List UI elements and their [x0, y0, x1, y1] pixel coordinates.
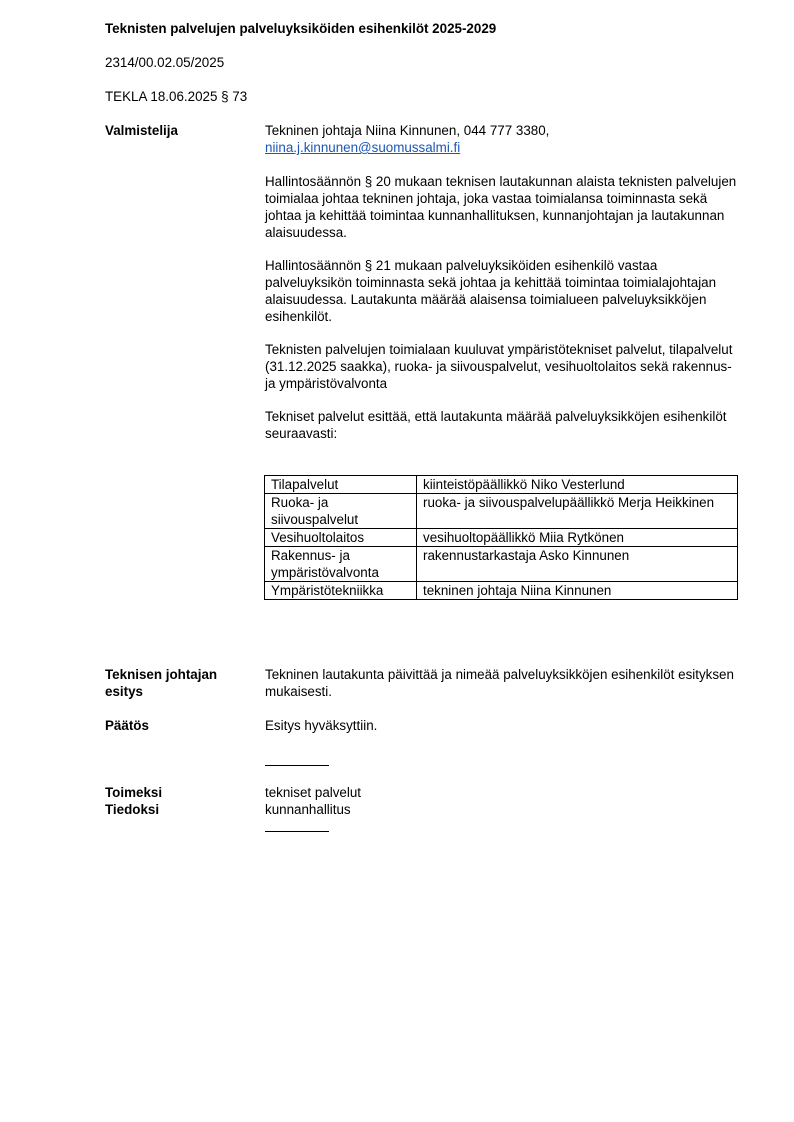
- preparer-email-link[interactable]: niina.j.kinnunen@suomussalmi.fi: [265, 140, 461, 155]
- person-cell: vesihuoltopäällikkö Miia Rytkönen: [417, 529, 738, 547]
- table-row: [265, 494, 738, 529]
- separator-line: [265, 765, 329, 766]
- unit-heads-table: [264, 475, 738, 600]
- person-cell: kiinteistöpäällikkö Niko Vesterlund: [417, 476, 738, 494]
- table-row: [265, 529, 738, 547]
- proposal-label: Teknisen johtajan esitys: [105, 667, 218, 699]
- meeting-reference: TEKLA 18.06.2025 § 73: [105, 89, 248, 104]
- person-cell: ruoka- ja siivouspalvelupäällikkö Merja Heikkinen: [417, 494, 738, 529]
- paragraph-3: Teknisten palvelujen toimialaan kuuluvat ympäristötekniset palvelut, tilapalvelut (31.12.2025 saakka), ruoka- ja siivouspalvelut, vesihuoltolaitos sekä rakennus- ja ympäristövalvonta: [265, 342, 733, 391]
- preparer-label: Valmistelija: [105, 123, 178, 138]
- decision-text: Esitys hyväksyttiin.: [265, 718, 378, 733]
- tiedoksi-label: Tiedoksi: [105, 802, 160, 817]
- unit-cell: Rakennus- ja ympäristövalvonta: [265, 547, 417, 582]
- reference-number: 2314/00.02.05/2025: [105, 55, 225, 70]
- unit-cell: Vesihuoltolaitos: [265, 529, 417, 547]
- proposal-text: Tekninen lautakunta päivittää ja nimeää palveluyksikköjen esihenkilöt esityksen mukaisesti.: [265, 667, 734, 699]
- table-row: [265, 582, 738, 600]
- paragraph-1: Hallintosäännön § 20 mukaan teknisen lautakunnan alaista teknisten palvelujen toimialaa johtaa tekninen johtaja, joka vastaa toimialansa toiminnasta sekä johtaa ja kehittää toimintaa kunnanhallituksen, kunnanjohtajan ja lautakunnan alaisuudessa.: [265, 174, 737, 240]
- person-cell: rakennustarkastaja Asko Kinnunen: [417, 547, 738, 582]
- preparer-name: Tekninen johtaja Niina Kinnunen, 044 777 3380,: [265, 123, 550, 138]
- table-row: [265, 547, 738, 582]
- toimeksi-label: Toimeksi: [105, 785, 163, 800]
- unit-cell: Tilapalvelut: [265, 476, 417, 494]
- tiedoksi-value: kunnanhallitus: [265, 802, 351, 817]
- paragraph-4: Tekniset palvelut esittää, että lautakunta määrää palveluyksikköjen esihenkilöt seuraavasti:: [265, 409, 727, 441]
- paragraph-2: Hallintosäännön § 21 mukaan palveluyksiköiden esihenkilö vastaa palveluyksikön toiminnasta sekä johtaa ja kehittää toimintaa toimialajohtajan alaisuudessa. Lautakunta määrää alaisensa toimialueen palveluyksikköjen esihenkilöt.: [265, 258, 717, 324]
- toimeksi-value: tekniset palvelut: [265, 785, 362, 800]
- table-row: [265, 476, 738, 494]
- document-title: Teknisten palvelujen palveluyksiköiden esihenkilöt 2025-2029: [105, 21, 497, 36]
- separator-line: [265, 831, 329, 832]
- preparer-section: [265, 122, 740, 156]
- person-cell: tekninen johtaja Niina Kinnunen: [417, 582, 738, 600]
- decision-label: Päätös: [105, 718, 149, 733]
- unit-cell: Ympäristötekniikka: [265, 582, 417, 600]
- unit-cell: Ruoka- ja siivouspalvelut: [265, 494, 417, 529]
